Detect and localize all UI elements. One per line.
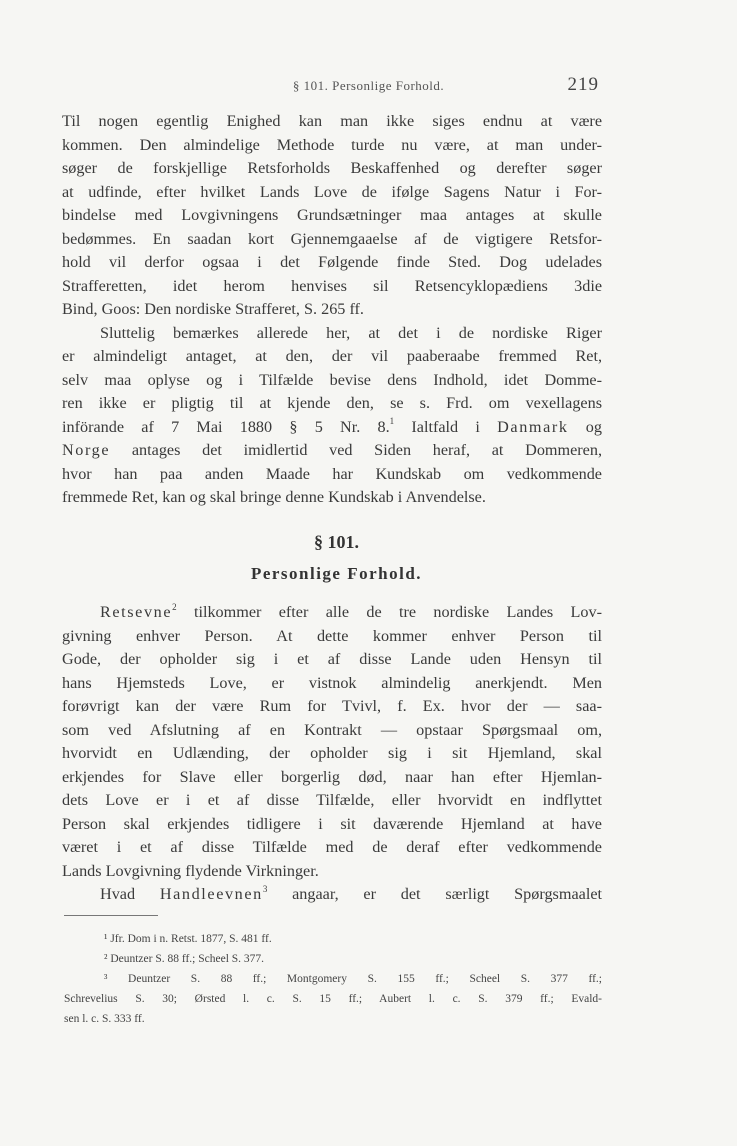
page-number: 219: [567, 74, 599, 95]
text-line: at udfinde, efter hvilket Lands Love de ifølge Sagens Natur i For-: [62, 182, 602, 201]
text-run: antages det imidlertid ved Siden heraf, at Dommeren,: [110, 441, 602, 459]
text-line: bedømmes. En saadan kort Gjennemgaaelse af de vigtigere Retsfor-: [62, 229, 602, 248]
footnote-ref-2: 2: [172, 601, 177, 612]
section-title: Personlige Forhold.: [250, 564, 423, 583]
text-line: søger de forskjellige Retsforholds Beskaffenhed og derefter søger: [62, 159, 602, 177]
text-line: erkjendes for Slave eller borgerlig død, naar han efter Hjemlan-: [62, 767, 602, 786]
footnotes: [64, 929, 602, 1029]
text-line: ren ikke er pligtig til at kjende den, se s. Frd. om vexellagens: [62, 394, 602, 412]
text-line: Lands Lovgivning flydende Virkninger.: [62, 861, 319, 880]
text-line: Sluttelig bemærkes allerede her, at det i de nordiske Riger: [100, 323, 602, 342]
text-line: dets Love er i et af disse Tilfælde, eller hvorvidt en indflyttet: [62, 791, 602, 809]
text-line: Strafferetten, idet herom henvises sil Retsencyklopædiens 3die: [62, 276, 602, 295]
text-run: tilkommer efter alle de tre nordiske Landes Lov-: [176, 603, 602, 621]
spaced-word: Norge: [62, 441, 111, 459]
footnote-2: ² Deuntzer S. 88 ff.; Scheel S. 377.: [104, 953, 265, 965]
text-run: Hvad: [100, 885, 160, 903]
text-line: hold vil derfor ogsaa i det Følgende finde Sted. Dog udelades: [62, 253, 602, 271]
text-line: er almindeligt antaget, at den, der vil paaberaabe fremmed Ret,: [62, 347, 602, 365]
footnote-3: ³ Deuntzer S. 88 ff.; Montgomery S. 155 ff.; Scheel S. 377 ff.;: [104, 973, 602, 985]
text-run: angaar, er det særligt Spørgsmaalet: [267, 885, 603, 903]
text-line: [62, 601, 602, 625]
text-run: Ialtfald i: [394, 417, 498, 436]
text-line: som ved Afslutning af en Kontrakt — opstaar Spørgsmaal om,: [62, 720, 602, 739]
footnote-1: ¹ Jfr. Dom i n. Retst. 1877, S. 481 ff.: [104, 933, 272, 945]
running-head: [0, 74, 737, 100]
paragraph-intro: [62, 110, 602, 510]
text-line: Person skal erkjendes tidligere i sit daværende Hjemland at have: [62, 814, 602, 833]
spaced-word: Danmark: [497, 417, 569, 436]
text-line: hvorvidt en Udlænding, der opholder sig i sit Hjemland, skal: [62, 744, 602, 762]
text-line: forøvrigt kan der være Rum for Tvivl, f. Ex. hvor der — saa-: [62, 697, 602, 715]
text-line: Gode, der opholder sig i et af disse Lande uden Hensyn til: [62, 650, 602, 668]
text-line: fremmede Ret, kan og skal bringe denne Kundskab i Anvendelse.: [62, 488, 486, 506]
footnote-ref-1: 1: [389, 416, 395, 427]
text-run: införande af 7 Mai 1880 § 5 Nr. 8.: [62, 417, 390, 436]
text-line: [62, 439, 602, 463]
footnote-divider: [64, 915, 158, 916]
text-line: kommen. Den almindelige Methode turde nu være, at man under-: [62, 135, 602, 154]
running-head-section: § 101. Personlige Forhold.: [292, 78, 445, 93]
spaced-word: Handleevnen: [159, 885, 263, 903]
spaced-word: Retsevne: [100, 603, 173, 621]
text-line: hvor han paa anden Maade har Kundskab om vedkommende: [62, 464, 602, 483]
text-line: Til nogen egentlig Enighed kan man ikke siges endnu at være: [62, 112, 602, 130]
paragraph-section: [62, 601, 602, 907]
section-number: § 101.: [314, 532, 359, 552]
footnote-3-cont: Schrevelius S. 30; Ørsted l. c. S. 15 ff.; Aubert l. c. S. 379 ff.; Evald-: [64, 993, 602, 1005]
text-line: hans Hjemsteds Love, er vistnok almindelig anerkjendt. Men: [62, 673, 602, 692]
footnote-3-cont: sen l. c. S. 333 ff.: [64, 1013, 145, 1025]
text-line: [62, 416, 602, 440]
text-line: [62, 883, 602, 907]
footnote-ref-3: 3: [262, 883, 268, 894]
text-line: bindelse med Lovgivningens Grundsætninger maa antages at skulle: [62, 206, 602, 224]
text-line: været i et af disse Tilfælde med de deraf efter vedkommende: [62, 838, 602, 856]
text-line: selv maa oplyse og i Tilfælde bevise dens Indhold, idet Domme-: [62, 370, 602, 389]
text-line: givning enhver Person. At dette kommer enhver Person til: [62, 626, 602, 645]
text-line: Bind, Goos: Den nordiske Strafferet, S. 265 ff.: [62, 300, 364, 318]
text-run: og: [568, 417, 602, 436]
